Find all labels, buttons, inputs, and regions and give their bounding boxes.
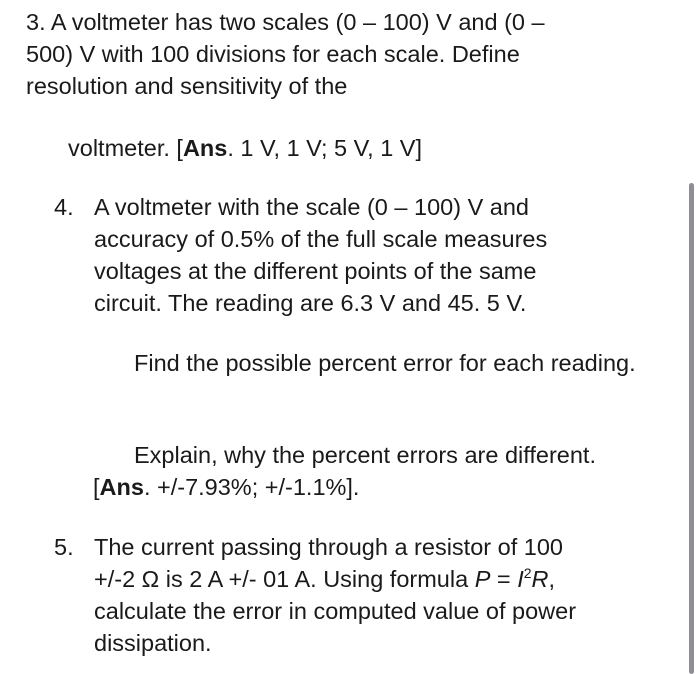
question-5-line-4: dissipation. <box>94 630 212 656</box>
question-4-text <box>94 191 654 319</box>
question-5-line-1: The current passing through a resistor of 100 <box>94 534 563 560</box>
question-3-answer-text: . 1 V, 1 V; 5 V, 1 V] <box>227 135 423 161</box>
question-4-paragraph-3-prefix: Explain, why the percent errors are different. [ <box>93 442 596 500</box>
question-5-number: 5. <box>54 534 74 560</box>
formula-equals: = <box>490 566 518 592</box>
formula-r: R <box>531 566 549 592</box>
question-4-line-1: A voltmeter with the scale (0 – 100) V and <box>94 194 529 220</box>
question-4-answer-label: Ans <box>99 474 144 500</box>
question-5-line-3: calculate the error in computed value of power <box>94 598 577 624</box>
question-5-line-2-suffix: , <box>548 566 556 592</box>
question-3-line-1: 3. A voltmeter has two scales (0 – 100) V and (0 – <box>26 9 545 35</box>
question-5-text <box>94 531 674 659</box>
formula-exponent: 2 <box>523 565 532 582</box>
formula-i: I <box>517 566 524 592</box>
question-3 <box>26 6 666 102</box>
question-5-line-2-prefix: +/-2 Ω is 2 A +/- 01 A. Using formula <box>94 566 475 592</box>
vertical-scrollbar[interactable] <box>689 183 694 674</box>
question-4-paragraph-2: Find the possible percent error for each reading. <box>134 350 636 376</box>
question-4-line-3: voltages at the different points of the same <box>94 258 537 284</box>
question-3-line-2: 500) V with 100 divisions for each scale. Define <box>26 41 520 67</box>
question-5-line-2 <box>94 563 674 595</box>
question-4-number: 4. <box>54 194 74 220</box>
question-3-answer-prefix: voltmeter. [ <box>68 135 183 161</box>
question-3-line-3: resolution and sensitivity of the <box>26 73 348 99</box>
question-4-answer-text: . +/-7.93%; +/-1.1%]. <box>143 474 360 500</box>
formula-p: P <box>474 566 491 592</box>
question-3-answer-label: Ans <box>182 135 228 161</box>
question-4-line-4: circuit. The reading are 6.3 V and 45. 5 V. <box>94 290 527 316</box>
question-3-answer-line <box>68 132 668 164</box>
question-4-paragraph-3 <box>93 439 653 503</box>
question-4-line-2: accuracy of 0.5% of the full scale measures <box>94 226 548 252</box>
